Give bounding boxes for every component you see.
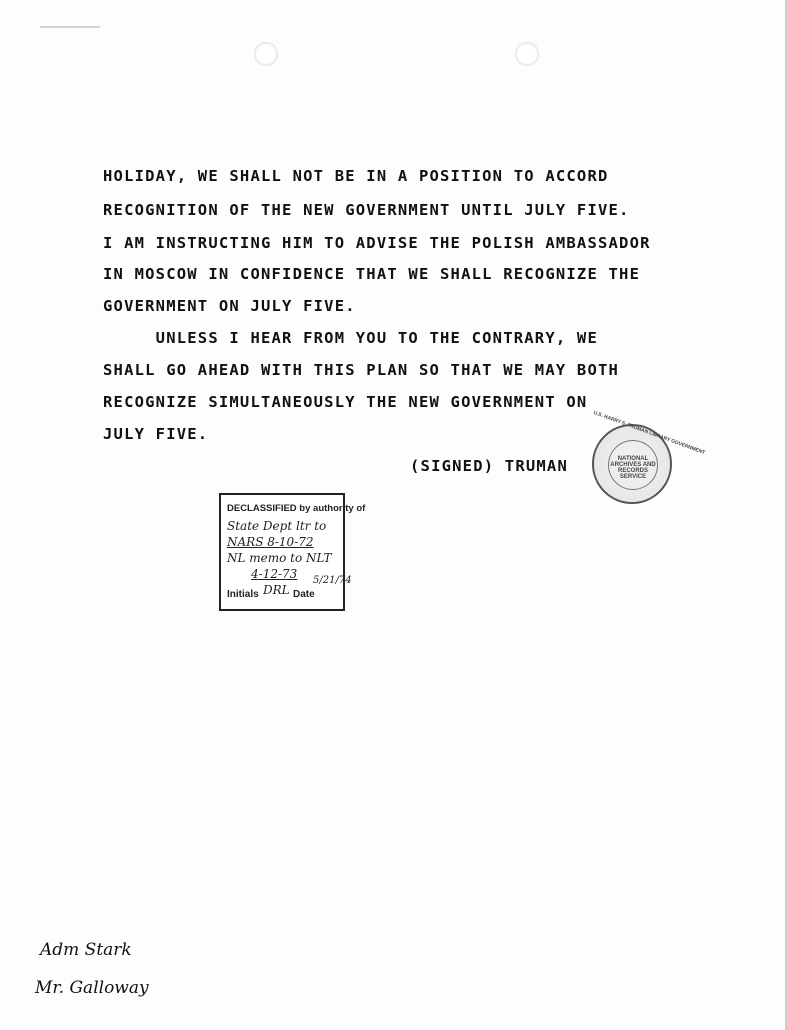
stamp-line-5: 4-12-73 — [251, 567, 298, 581]
top-edge-marks — [40, 26, 100, 28]
body-line-2: RECOGNITION OF THE NEW GOVERNMENT UNTIL JULY FIVE. — [103, 201, 630, 219]
stamp-line-2: State Dept ltr to — [227, 519, 327, 533]
signature-block: (SIGNED) TRUMAN — [410, 457, 568, 475]
body-line-1: HOLIDAY, WE SHALL NOT BE IN A POSITION TO ACCORD — [103, 167, 609, 185]
body-line-8: RECOGNIZE SIMULTANEOUSLY THE NEW GOVERNMENT ON — [103, 393, 588, 411]
body-line-4: IN MOSCOW IN CONFIDENCE THAT WE SHALL RECOGNIZE THE — [103, 265, 641, 283]
stamp-line-3: NARS 8-10-72 — [227, 535, 314, 549]
body-line-5: GOVERNMENT ON JULY FIVE. — [103, 297, 356, 315]
stamp-date-label: Date — [293, 589, 315, 600]
punch-hole-right — [515, 42, 539, 66]
punch-hole-left — [254, 42, 278, 66]
body-line-6: UNLESS I HEAR FROM YOU TO THE CONTRARY, WE — [103, 329, 598, 347]
stamp-line-1: DECLASSIFIED by authority of — [227, 503, 366, 514]
seal-inner-text: NATIONAL ARCHIVES AND RECORDS SERVICE — [610, 456, 656, 480]
stamp-initials-label: Initials — [227, 589, 259, 600]
truman-library-seal — [592, 409, 706, 504]
body-line-3: I AM INSTRUCTING HIM TO ADVISE THE POLISH AMBASSADOR — [103, 234, 651, 252]
stamp-initials-value: DRL — [263, 583, 290, 597]
stamp-date-value: 5/21/74 — [313, 575, 352, 586]
handwritten-note-1: Adm Stark — [40, 940, 132, 960]
body-line-9: JULY FIVE. — [103, 425, 209, 443]
stamp-line-4: NL memo to NLT — [227, 551, 332, 565]
declassification-stamp — [219, 493, 366, 611]
handwritten-note-2: Mr. Galloway — [35, 978, 149, 998]
seal-outer-text: U.S. HARRY S. TRUMAN LIBRARY GOVERNMENT — [592, 409, 706, 457]
body-line-7: SHALL GO AHEAD WITH THIS PLAN SO THAT WE MAY BOTH — [103, 361, 620, 379]
